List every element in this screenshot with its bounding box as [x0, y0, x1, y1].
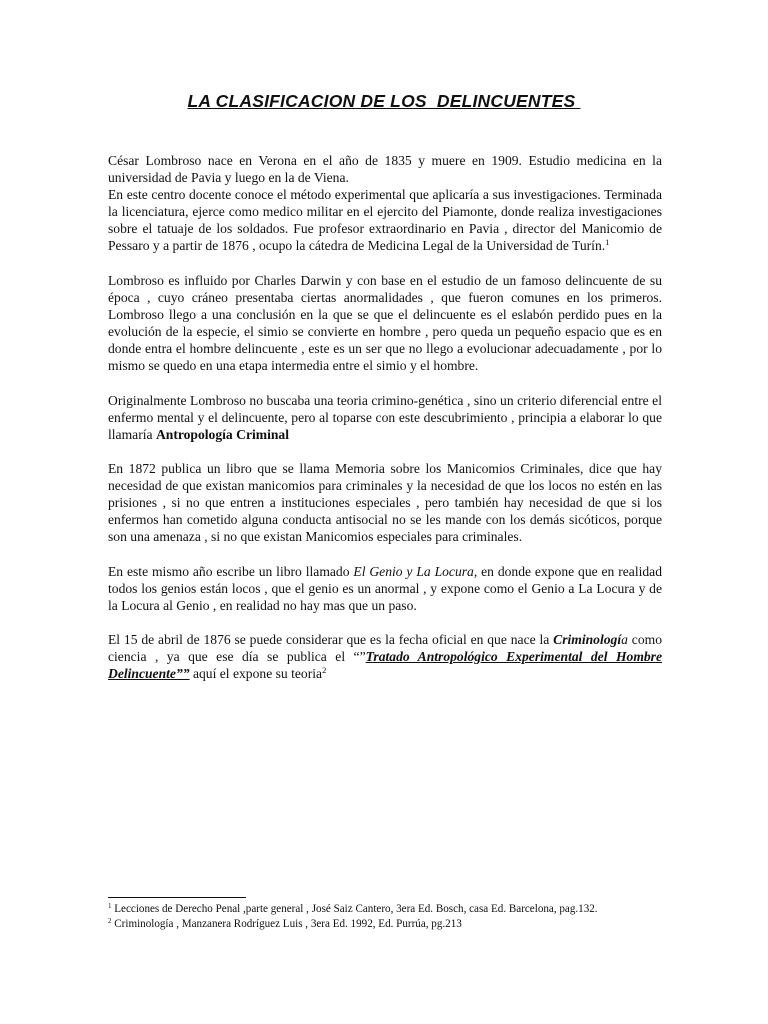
paragraph-6-end: aquí el expone su teoria	[189, 666, 323, 682]
criminologia-tail: a	[621, 632, 628, 648]
document-title: LA CLASIFICACION DE LOS DELINCUENTES	[187, 91, 581, 111]
footnote-2	[108, 917, 668, 932]
footnote-2-text: Criminología , Manzanera Rodríguez Luis , 3era Ed. 1992, Ed. Purrúa, pg.213	[111, 918, 462, 930]
footnotes	[108, 902, 668, 932]
paragraph-2-text: Lombroso es influido por Charles Darwin y con base en el estudio de un famoso delincuente de su época , cuyo cráneo presentaba ciertas anormalidades , que fueron comunes en los primeros. Lombroso llego a una conclusión en la que se que el delincuente es el eslabón perdido pues en la evolución de la especie, el simio se convierte en hombre , pero queda un pequeño espacio que es en donde entra el hombre delincuente , este es un ser que no llego a evolucionar adecuadamente , por lo mismo se quedo en una etapa intermedia entre el simio y el hombre.	[108, 272, 662, 374]
paragraph-1b-text: En este centro docente conoce el método experimental que aplicaría a sus investigaciones. Terminada la licenciatura, ejerce como medico militar en el ejercito del Piamonte, donde realiza investigaciones sobre el tatuaje de los soldados. Fue profesor extraordinario en Pavia , director del Manicomio de Pessaro y a partir de 1876 , ocupo la cátedra de Medicina Legal de la Universidad de Turín.	[108, 187, 662, 254]
paragraph-3-text: Originalmente Lombroso no buscaba una teoria crimino-genética , sino un criterio diferencial entre el enfermo mental y el delincuente, pero al toparse con este descubrimiento , principia a elaborar lo que llamaría	[108, 392, 662, 442]
footnote-2-ref: 2	[108, 917, 112, 925]
paragraph-2	[108, 272, 662, 375]
antropologia-criminal-bold: Antropología Criminal	[155, 426, 289, 442]
paragraph-6	[108, 631, 662, 682]
footnote-ref-2: 2	[322, 665, 327, 676]
tratado-title: Tratado Antropológico Experimental del Hombre Delincuente””	[108, 649, 663, 682]
paragraph-5-end: , en donde expone que en realidad todos los genios están locos , que el genio es un anormal , y expone como el Genio a La Locura y de la Locura al Genio , en realidad no hay mas que un paso.	[108, 563, 663, 613]
paragraph-4-text: En 1872 publica un libro que se llama Memoria sobre los Manicomios Criminales, dice que hay necesidad de que existan manicomios para criminales y la necesidad de que los locos no estén en las prisiones , si no que entren a instituciones especiales , pero también hay necesidad de que si los enfermos han cometido alguna conducta antisocial no se les mande con los demás sicóticos, porque son una amenaza , si no que existan Manicomios especiales para criminales.	[108, 460, 662, 545]
criminologia-bold: Criminologí	[553, 632, 622, 648]
footnote-1	[108, 902, 668, 917]
paragraph-4	[108, 460, 662, 545]
paragraph-3	[108, 392, 662, 443]
paragraph-6-start: El 15 de abril de 1876 se puede considerar que es la fecha oficial en que nace la	[108, 632, 554, 648]
paragraph-1a	[108, 152, 662, 186]
document-body	[108, 152, 662, 700]
paragraph-6-mid: como ciencia , ya que ese día se publica el “”	[108, 632, 662, 665]
footnote-ref-1: 1	[605, 237, 610, 248]
footnote-separator	[108, 897, 246, 898]
paragraph-5	[108, 563, 662, 614]
footnote-1-text: Lecciones de Derecho Penal ,parte general , José Saiz Cantero, 3era Ed. Bosch, casa Ed. Barcelona, pag.132.	[111, 903, 598, 915]
book-title-genio-locura: El Genio y La Locura	[353, 563, 474, 579]
paragraph-5-start: En este mismo año escribe un libro llamado	[108, 563, 354, 579]
footnote-1-ref: 1	[108, 902, 112, 910]
paragraph-1a-text: César Lombroso nace en Verona en el año de 1835 y muere en 1909. Estudio medicina en la universidad de Pavia y luego en la de Viena.	[108, 153, 662, 186]
paragraph-1b	[108, 186, 662, 254]
